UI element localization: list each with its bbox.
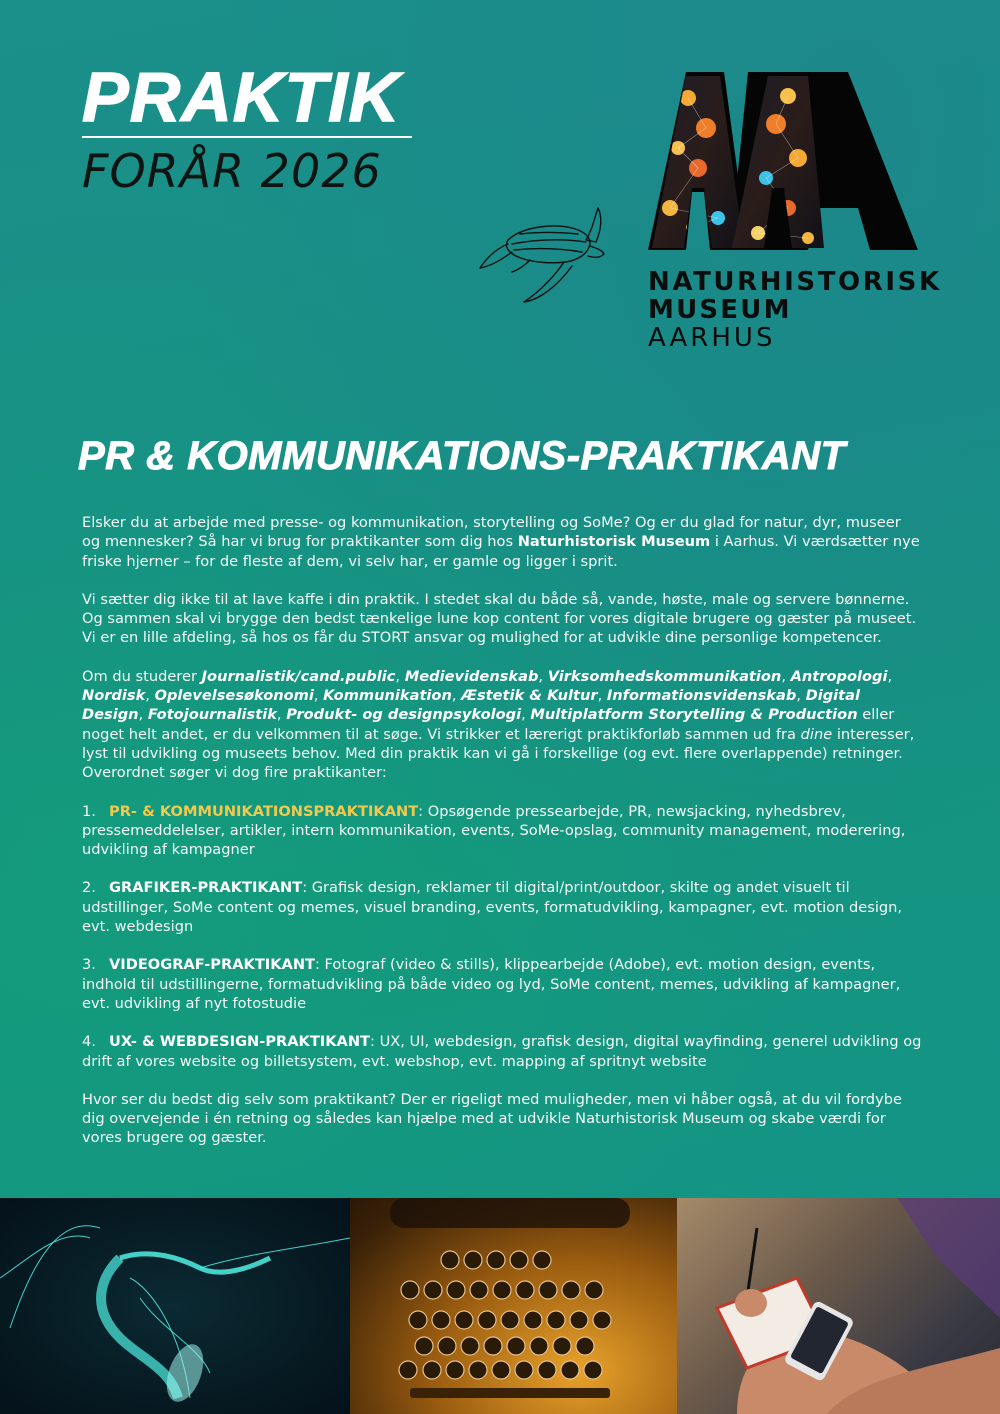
study-field: Oplevelsesøkonomi bbox=[154, 687, 314, 705]
role-title: UX- & WEBDESIGN-PRAKTIKANT bbox=[109, 1033, 371, 1051]
photo-strip bbox=[0, 1198, 1000, 1414]
body-content bbox=[82, 513, 922, 1167]
study-field: Medievidenskab bbox=[404, 667, 539, 685]
role-number: 4. bbox=[82, 1033, 96, 1051]
logo-wordmark-museum: MUSEUM bbox=[648, 295, 792, 325]
role-item-ux bbox=[82, 1032, 922, 1071]
intro-text: eller noget helt andet, er du velkommen til at søge. Vi strikker et lærerigt praktikforløb sammen ud fra bbox=[82, 706, 895, 743]
role-number: 2. bbox=[82, 879, 96, 897]
jellyfish-photo bbox=[0, 1198, 350, 1414]
role-item-pr bbox=[82, 802, 922, 860]
museum-logo-mark-icon bbox=[648, 68, 920, 254]
intro-text: i Aarhus. Vi værdsætter nye friske hjerner – for de fleste af dem, vi selv har, er gamle og ligger i sprit. bbox=[82, 533, 920, 570]
role-description: : UX, UI, webdesign, grafisk design, digital wayfinding, generel udvikling og drift af vores website og billetsystem, evt. webshop, evt. mapping af spritnyt website bbox=[82, 1033, 922, 1070]
closing-paragraph: Hvor ser du bedst dig selv som praktikant? Der er rigeligt med muligheder, men vi håber også, at du vil fordybe dig overvejende i én retning og således kan hjælpe med at udvikle Naturhistorisk Museum og skabe værdi for vores brugere og gæster. bbox=[82, 1090, 902, 1147]
study-field: Virksomhedskommunikation bbox=[547, 667, 782, 685]
study-field: Informationsvidenskab bbox=[606, 687, 797, 705]
role-item-videograf bbox=[82, 955, 922, 1013]
intro-paragraph-1 bbox=[82, 513, 922, 571]
emphasis-dine: dine bbox=[800, 725, 833, 743]
museum-name-emphasis: Naturhistorisk Museum bbox=[517, 533, 711, 551]
job-title: PR & KOMMUNIKATIONS-PRAKTIKANT bbox=[78, 434, 846, 478]
intro-paragraph-2: Vi sætter dig ikke til at lave kaffe i din praktik. I stedet skal du både så, vande, høste, male og servere bønnerne. Og sammen skal vi brygge den bedst tænkelige lune kop content for vores digitale brugere og gæster på museet. Vi er en lille afdeling, så hos os får du STORT ansvar og mulighed for at udvikle dine personlige kompetencer. bbox=[82, 590, 917, 647]
role-number: 1. bbox=[82, 802, 96, 820]
museum-logo bbox=[648, 68, 942, 353]
turtle-icon bbox=[478, 200, 614, 306]
study-fields-list: Journalistik/cand.public, Medievidenskab, Virksomhedskommunikation, Antropologi, Nordisk, Oplevelsesøkonomi, Kommunikation, Æstetik & Kultur, Informationsvidenskab, Digital Design, Fotojournalistik, Produkt- og designpsykologi, Multiplatform Storytelling & Production bbox=[82, 667, 893, 724]
study-field: Multiplatform Storytelling & Production bbox=[530, 706, 858, 724]
role-title: PR- & KOMMUNIKATIONSPRAKTIKANT bbox=[109, 802, 419, 820]
poster-season: FORÅR 2026 bbox=[82, 144, 382, 198]
typewriter-photo bbox=[350, 1198, 677, 1414]
poster-title: PRAKTIK bbox=[82, 58, 401, 136]
title-divider bbox=[82, 136, 412, 138]
logo-wordmark-aarhus: AARHUS bbox=[648, 323, 776, 353]
intro-text: interesser, lyst til udvikling og museets behov. Med din praktik kan vi gå i forskellige (og evt. flere overlappende) retninger. Overordnet søger vi dog fire praktikanter: bbox=[82, 725, 915, 782]
study-field: Fotojournalistik bbox=[147, 706, 277, 724]
logo-wordmark-line1: NATURHISTORISK bbox=[648, 267, 942, 297]
role-description: : Fotograf (video & stills), klippearbejde (Adobe), evt. motion design, events, indhold til udstillingerne, formatudvikling på både video og lyd, SoMe content, memes, udvikling af kampagner, evt. udvikling af nyt fotostudie bbox=[82, 956, 901, 1012]
study-field: Antropologi bbox=[790, 667, 888, 685]
intro-paragraph-3 bbox=[82, 667, 922, 783]
role-title: GRAFIKER-PRAKTIKANT bbox=[109, 879, 303, 897]
notebook-and-phone-icon bbox=[677, 1198, 1000, 1414]
study-field: Nordisk bbox=[82, 687, 146, 705]
person-writing-photo bbox=[677, 1198, 1000, 1414]
role-title: VIDEOGRAF-PRAKTIKANT bbox=[109, 956, 315, 974]
role-description: : Opsøgende pressearbejde, PR, newsjacking, nyhedsbrev, pressemeddelelser, artikler, intern kommunikation, events, SoMe-opslag, community management, moderering, udvikling af kampagner bbox=[82, 802, 906, 859]
study-field: Æstetik & Kultur bbox=[461, 687, 598, 705]
jellyfish-icon bbox=[0, 1198, 350, 1414]
logo-wordmark-line2 bbox=[648, 296, 920, 352]
role-description: : Grafisk design, reklamer til digital/print/outdoor, skilte og andet visuelt til udstillinger, SoMe content og memes, visuel branding, events, formatudvikling, kampagner, evt. motion design, evt. webdesign bbox=[82, 879, 903, 936]
study-field: Digital Design bbox=[82, 687, 860, 724]
study-field: Produkt- og designpsykologi bbox=[286, 706, 522, 724]
study-field: Journalistik/cand.public bbox=[201, 667, 396, 685]
intro-text: Elsker du at arbejde med presse- og kommunikation, storytelling og SoMe? Og er du glad for natur, dyr, museer og mennesker? Så har vi brug for praktikanter som dig hos bbox=[82, 514, 901, 551]
role-item-grafiker bbox=[82, 878, 922, 936]
typewriter-keys-icon bbox=[350, 1198, 677, 1414]
intro-text: Om du studerer bbox=[82, 667, 202, 685]
study-field: Kommunikation bbox=[323, 687, 452, 705]
poster-header bbox=[82, 58, 414, 198]
role-number: 3. bbox=[82, 956, 96, 974]
